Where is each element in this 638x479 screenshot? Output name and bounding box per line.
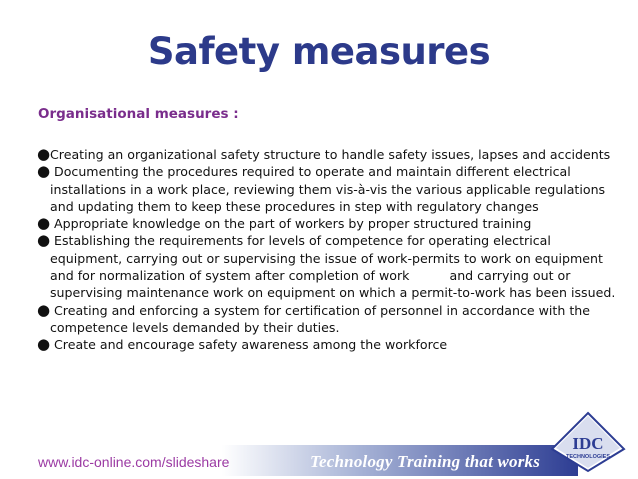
footer-tagline: Technology Training that works — [310, 452, 541, 471]
bullet-dot-icon: ● — [37, 145, 51, 163]
bullet-item — [37, 336, 617, 353]
bullet-text: Create and encourage safety awareness among the workforce — [50, 337, 448, 353]
bullet-item — [37, 215, 617, 232]
bullet-text: Establishing the requirements for levels of competence for operating electrical equipment, carrying out or supervising the issue of work-permits to work on equipment and for normalization of system after completion of work and carrying out or supervising maintenance work on equipment on which a permit-to-work has been issued. — [50, 233, 616, 301]
slide-title: Safety measures — [147, 30, 491, 73]
bullet-dot-icon: ● — [37, 231, 51, 250]
bullet-dot-icon: ● — [37, 300, 51, 319]
bullet-dot-icon: ● — [37, 162, 51, 181]
bullet-dot-icon: ● — [37, 335, 51, 354]
bullet-text: Documenting the procedures required to operate and maintain different electrical installations in a work place, reviewing them vis-à-vis the various applicable regulations and updating them to keep these procedures in step with regulatory changes — [50, 164, 614, 214]
bullet-text: Creating and enforcing a system for certification of personnel in accordance with the competence levels demanded by their duties. — [50, 302, 595, 335]
bullet-text: Appropriate knowledge on the part of workers by proper structured training — [50, 216, 532, 232]
bullet-item — [37, 232, 617, 301]
logo-text: IDC — [572, 434, 604, 453]
bullet-dot-icon: ● — [37, 214, 51, 233]
bullet-item — [37, 163, 617, 215]
bullet-text: Creating an organizational safety structure to handle safety issues, lapses and accidents — [50, 147, 611, 162]
logo-subtext: TECHNOLOGIES — [565, 454, 611, 460]
section-subtitle: Organisational measures : — [38, 106, 239, 122]
footer-url-link[interactable]: www.idc-online.com/slideshare — [38, 454, 230, 470]
bullet-item — [37, 146, 617, 163]
bullet-item — [37, 302, 617, 337]
bullet-list — [37, 146, 617, 354]
idc-logo-icon — [550, 411, 626, 473]
